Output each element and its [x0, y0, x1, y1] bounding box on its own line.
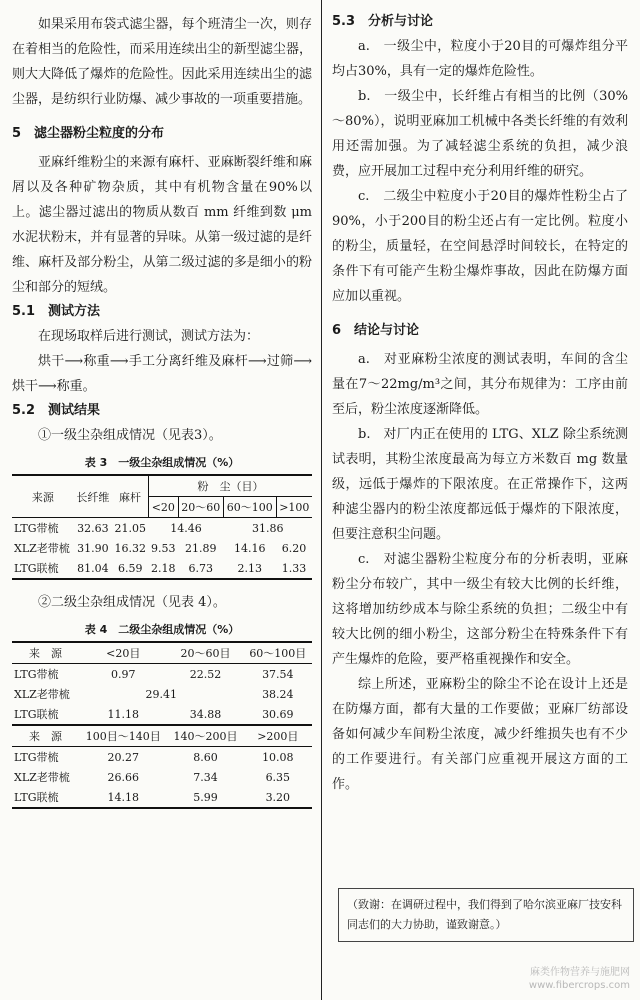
- paragraph-analysis-a: a. 一级尘中，粒度小于20目的可爆炸组分平均占30%，具有一定的爆炸危险性。: [332, 39, 628, 79]
- table-3-cell: 31.86: [251, 521, 284, 535]
- table-3-header-bin: 60～100: [223, 497, 276, 518]
- table-4-cell: 6.35: [265, 770, 291, 784]
- table-row: [12, 664, 312, 685]
- table-3-cell: LTG联梳: [14, 562, 59, 575]
- table-3-header-bin: <20: [149, 497, 178, 518]
- left-column: [12, 0, 312, 809]
- table-3-cell: 6.59: [118, 561, 143, 575]
- table-4-cell: 10.08: [262, 750, 294, 764]
- table-4-cell: 34.88: [189, 707, 222, 721]
- table-4-header-bin: 60～100目: [244, 642, 312, 664]
- table-row: [12, 538, 312, 558]
- table-3-cell: 14.16: [234, 541, 266, 555]
- table-3-cell: 9.53: [151, 541, 176, 555]
- watermark-site-name: 麻类作物营养与施肥网: [530, 967, 630, 978]
- table-3-cell: 6.73: [188, 561, 213, 575]
- table-row: [12, 558, 312, 579]
- paragraph-conclusion-c: c. 对滤尘器粉尘粒度分布的分析表明，亚麻粉尘分布较广，其中一级尘有较大比例的长纤维，这将增加纺纱成本与除尘系统的负担；二级尘中有较大比例的细小粉尘，这部分粉尘在特殊条件下有产生爆炸的危险，要严格重视操作和安全。: [332, 552, 628, 667]
- section-heading-6: 6 结论与讨论: [332, 323, 420, 338]
- table-4-cell: 20.27: [107, 750, 139, 764]
- column-divider: [321, 0, 322, 1000]
- table-3-cell: XLZ老带梳: [14, 542, 70, 555]
- right-column: [332, 0, 628, 931]
- table-row: [12, 518, 312, 539]
- watermark-url: www.fibercrops.com: [528, 980, 630, 991]
- table-3-cell: 81.04: [77, 561, 109, 575]
- table-4-cell: LTG联梳: [14, 791, 59, 804]
- table-4-header-bin: 100目～140目: [79, 725, 168, 747]
- paragraph-summary: 综上所述，亚麻粉尘的除尘不论在设计上还是在防爆方面，都有大量的工作要做；亚麻厂纺部设备如何减少车间粉尘浓度，减少纤维损失也有不少的工作要进行。有关部门应重视开展这方面的工作。: [332, 677, 628, 792]
- table-3-header-stalk: 麻杆: [112, 475, 149, 518]
- table-row: [12, 767, 312, 787]
- table-4-cell: 37.54: [262, 667, 294, 681]
- table-3-cell: 32.63: [77, 521, 109, 535]
- table-3-cell: 14.46: [170, 521, 202, 535]
- table-row: [12, 684, 312, 704]
- table-4-header-bin: >200目: [244, 725, 312, 747]
- table-3-cell: 21.05: [114, 521, 147, 535]
- table-4-cell: 14.18: [107, 790, 139, 804]
- paragraph-test-procedure: 烘干⟶称重⟶手工分离纤维及麻杆⟶过筛⟶烘干⟶称重。: [12, 354, 312, 394]
- table-4-header-source: 来 源: [12, 725, 79, 747]
- table-4-cell: LTG带梳: [14, 751, 59, 764]
- table-3-caption: 表 3 一级尘杂组成情况（%）: [84, 456, 240, 469]
- table-3: [12, 474, 312, 580]
- table-4-cell: LTG联梳: [14, 708, 59, 721]
- table-3-cell: 16.32: [114, 541, 147, 555]
- table-3-cell: 2.13: [237, 561, 263, 575]
- table-4-cell: 3.20: [265, 790, 291, 804]
- section-heading-5: 5 滤尘器粉尘粒度的分布: [12, 126, 165, 141]
- paragraph-conclusion-b: b. 对厂内正在使用的 LTG、XLZ 除尘系统测试表明，其粉尘浓度最高为每立方米数百 mg 数量级，远低于爆炸的下限浓度。在正常操作下，这两种滤尘器内的粉尘浓度都远低于爆炸的下限浓度，但要注意积尘问题。: [332, 427, 628, 542]
- list-item-first-stage: ①一级尘杂组成情况（见表3）。: [38, 428, 222, 443]
- table-4-cell: 5.99: [193, 790, 218, 804]
- table-4: [12, 641, 312, 809]
- section-heading-5-3: 5.3 分析与讨论: [332, 14, 434, 29]
- table-row: [12, 787, 312, 808]
- table-3-cell: LTG带梳: [14, 522, 59, 535]
- table-4-cell: LTG带梳: [14, 668, 59, 681]
- table-4-header-bin: <20目: [79, 642, 168, 664]
- table-3-cell: 31.90: [77, 541, 109, 555]
- acknowledgement-box: （致谢：在调研过程中，我们得到了哈尔滨亚麻厂技安科同志们的大力协助，谨致谢意。）: [338, 888, 634, 942]
- table-3-cell: 2.18: [151, 561, 176, 575]
- table-4-cell: 38.24: [262, 687, 294, 701]
- paragraph-conclusion-a: a. 对亚麻粉尘浓度的测试表明，车间的含尘量在7～22mg/m³之间，其分布规律为：工序由前至后，粉尘浓度逐渐降低。: [332, 352, 628, 417]
- table-4-caption: 表 4 二级尘杂组成情况（%）: [84, 623, 240, 636]
- table-row: [12, 704, 312, 725]
- table-4-cell: 22.52: [189, 667, 222, 681]
- paragraph-analysis-b: b. 一级尘中，长纤维占有相当的比例（30%～80%），说明亚麻加工机械中各类长纤维的有效利用还需加强。为了减轻滤尘系统的负担，减少浪费，应开展加工过程中充分利用纤维的研究。: [332, 89, 628, 179]
- paragraph-continuous-dust-filter: 如果采用布袋式滤尘器，每个班清尘一次，则存在着相当的危险性，而采用连续出尘的新型滤尘器，则大大降低了爆炸的危险性。因此采用连续出尘的滤尘器，是纺织行业防爆、减少事故的一项重要措施。: [12, 17, 312, 107]
- table-4-cell: 7.34: [193, 770, 218, 784]
- table-3-header-bin: 20～60: [178, 497, 223, 518]
- paragraph-dust-source: 亚麻纤维粉尘的来源有麻杆、亚麻断裂纤维和麻屑以及各种矿物杂质，其中有机物含量在90%以上。滤尘器过滤出的物质从数百 mm 纤维到数 μm 水泥状粉末，并有显著的异味。从第一级过滤的是纤维、麻杆及部分粉尘，从第二级过滤的多是细小的粉尘和部分的短绒。: [12, 155, 312, 295]
- table-row: [12, 747, 312, 768]
- watermark: [529, 966, 630, 992]
- table-3-header-bin: >100: [276, 497, 312, 518]
- table-4-header-bin: 140～200目: [167, 725, 243, 747]
- table-3-header-source: 来源: [12, 475, 74, 518]
- table-4-cell: XLZ老带梳: [14, 688, 70, 701]
- table-4-cell: 29.41: [145, 687, 178, 701]
- table-4-cell: 30.69: [262, 707, 294, 721]
- list-item-second-stage: ②二级尘杂组成情况（见表 4）。: [38, 595, 226, 610]
- table-3-header-long-fiber: 长纤维: [74, 475, 112, 518]
- table-3-cell: 21.89: [184, 541, 217, 555]
- table-4-cell: 0.97: [110, 667, 136, 681]
- table-4-header-bin: 20～60目: [167, 642, 243, 664]
- table-4-cell: 8.60: [193, 750, 218, 764]
- table-3-cell: 6.20: [281, 541, 307, 555]
- table-4-cell: 11.18: [107, 707, 139, 721]
- table-4-cell: 26.66: [107, 770, 139, 784]
- table-3-cell: 1.33: [281, 561, 307, 575]
- table-4-header-source: 来 源: [12, 642, 79, 664]
- section-heading-5-1: 5.1 测试方法: [12, 304, 101, 319]
- table-3-header-dust: 粉 尘（目）: [149, 475, 312, 497]
- table-4-cell: XLZ老带梳: [14, 771, 70, 784]
- section-heading-5-2: 5.2 测试结果: [12, 403, 101, 418]
- paragraph-analysis-c: c. 二级尘中粒度小于20目的爆炸性粉尘占了90%，小于200目的粉尘还占有一定比例。粒度小的粉尘，质量轻，在空间悬浮时间较长，在特定的条件下有可能产生粉尘爆炸事故，因此在防爆方面应加以重视。: [332, 189, 628, 304]
- paragraph-test-method: 在现场取样后进行测试，测试方法为：: [38, 329, 260, 344]
